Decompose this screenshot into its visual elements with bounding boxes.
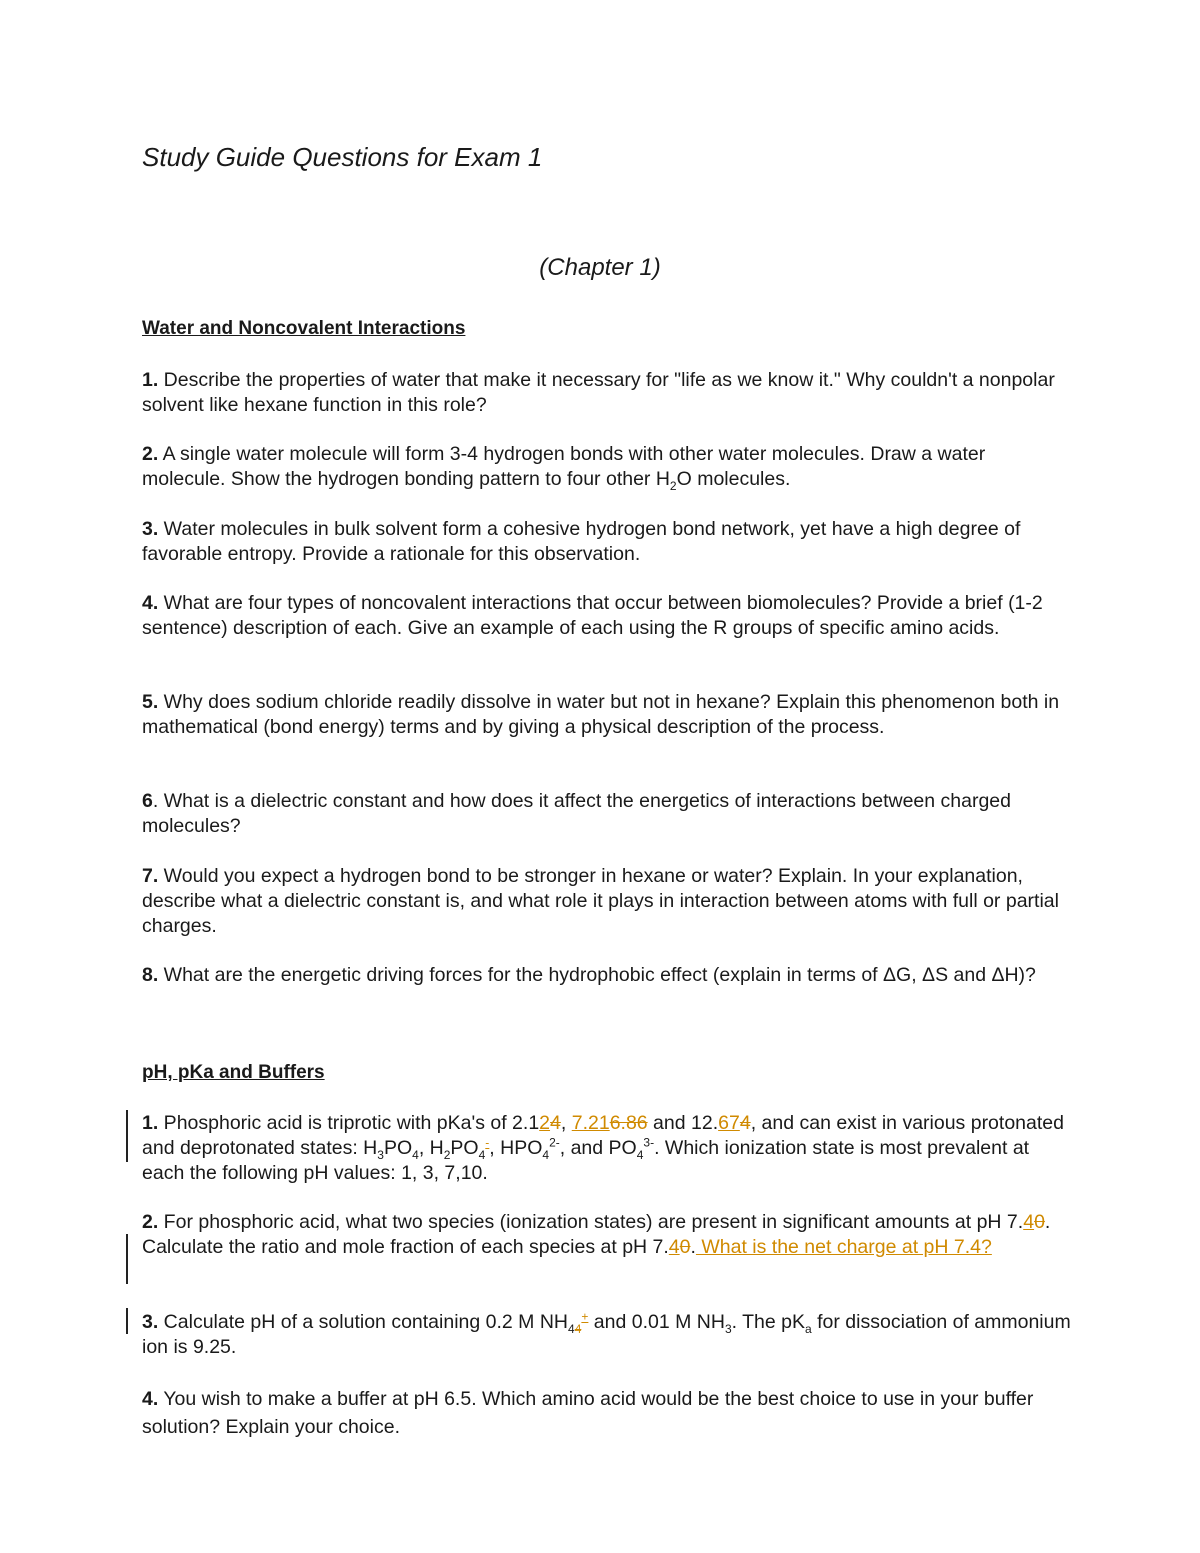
question-water-4: 4. What are four types of noncovalent interactions that occur between biomolecules? Provide a brief (1-2 sentence) description of each. Give an example of each using the R groups of specific amino acids. [142, 592, 1043, 639]
document-title: Study Guide Questions for Exam 1 [142, 142, 543, 172]
question-water-2: 2. A single water molecule will form 3-4 hydrogen bonds with other water molecules. Draw a water molecule. Show the hydrogen bonding pattern to four other $H_2O$ molecules. [142, 443, 986, 493]
section-heading-ph: pH, pKa and Buffers [142, 1062, 325, 1083]
question-water-5: 5. Why does sodium chloride readily dissolve in water but not in hexane? Explain this phenomenon both in mathematical (bond energy) terms and by giving a physical description of the process. [142, 691, 1060, 738]
revision-change-bar [126, 1308, 128, 1334]
section-heading-water: Water and Noncovalent Interactions [142, 318, 466, 339]
revision-change-bar [126, 1110, 128, 1162]
question-water-1: 1. Describe the properties of water that make it necessary for "life as we know it." Why couldn't a nonpolar solvent like hexane function in this role? [142, 369, 1055, 416]
question-ph-4: 4. You wish to make a buffer at pH 6.5. Which amino acid would be the best choice to use in your buffer solution? Explain your choice. [142, 1388, 1034, 1438]
question-ph-3: 3. Calculate pH of a solution containing 0.2 M $NH_{44}^+$ and 0.01 M $NH_3$. The $pK_a$ for dissociation of ammonium ion is 9.25. [142, 1309, 1071, 1358]
revision-change-bar [126, 1234, 128, 1284]
question-water-6: 6. What is a dielectric constant and how does it affect the energetics of interactions between charged molecules? [142, 790, 1011, 837]
question-water-3: 3. Water molecules in bulk solvent form a cohesive hydrogen bond network, yet have a high degree of favorable entropy. Provide a rationale for this observation. [142, 518, 1021, 565]
question-ph-1: 1. Phosphoric acid is triprotic with pKa's of 2.124, 7.216.86 and 12.674, and can exist in various protonated and deprotonated states: $H_3PO_4$, $H_2PO_4^-$, $HPO_4^{2-}$, and $PO_4^{3-}$. Which ionization state is most prevalent at each the following pH values: 1, 3, 7,10. [142, 1112, 1064, 1184]
question-water-8: 8. What are the energetic driving forces for the hydrophobic effect (explain in terms of ΔG, ΔS and ΔH)? [142, 964, 1036, 986]
question-water-7: 7. Would you expect a hydrogen bond to be stronger in hexane or water? Explain. In your explanation, describe what a dielectric constant is, and what role it plays in interaction between atoms with full or partial charges. [142, 865, 1059, 937]
chapter-heading: (Chapter 1) [539, 254, 661, 281]
question-ph-2: 2. For phosphoric acid, what two species (ionization states) are present in significant amounts at pH 7.40. Calculate the ratio and mole fraction of each species at pH 7.40. What is the net charge at pH 7.4? [142, 1211, 1051, 1258]
